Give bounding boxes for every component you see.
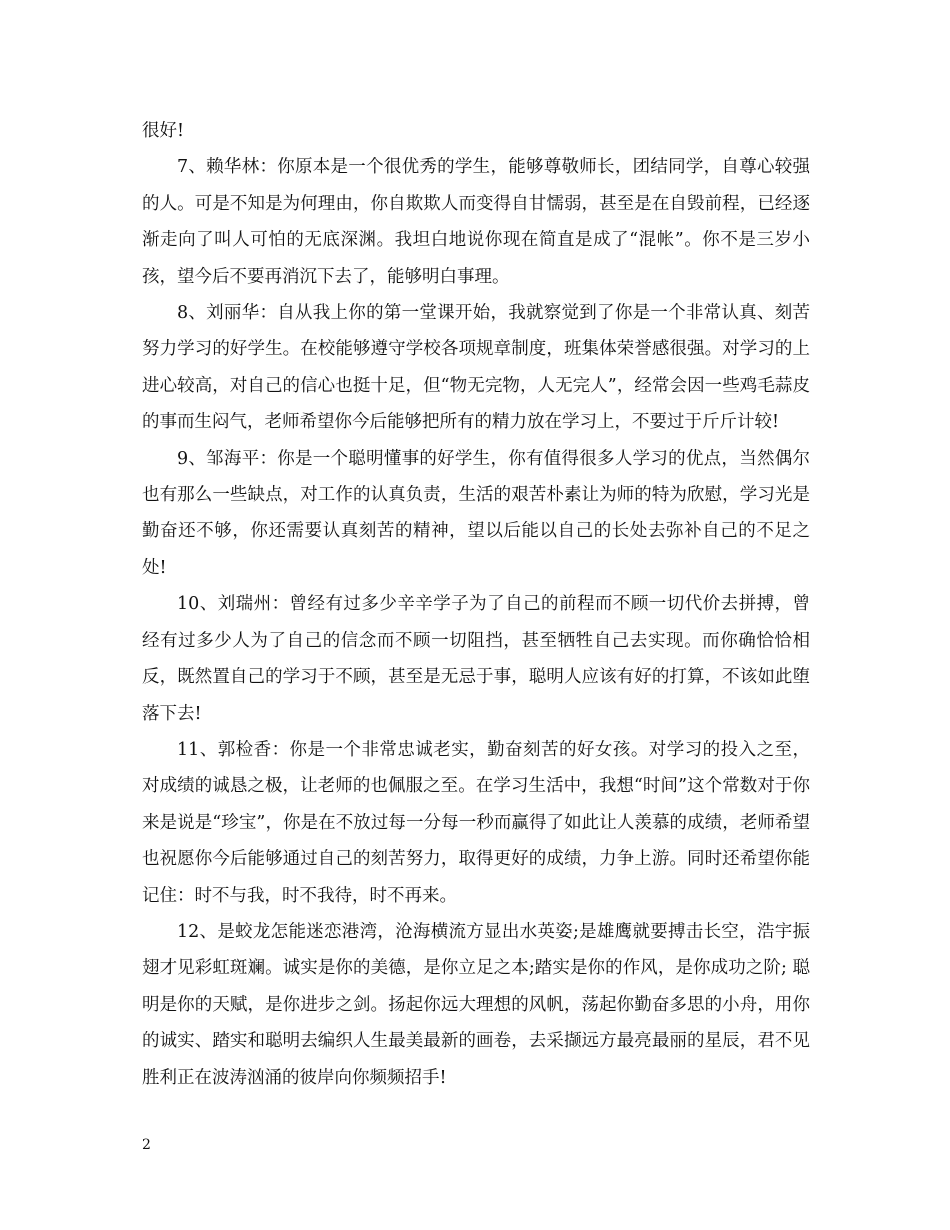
paragraph-comment-10: 10、刘瑞州：曾经有过多少辛辛学子为了自己的前程而不顾一切代价去拼搏，曾经有过多少人为了自己的信念而不顾一切阻挡，甚至牺牲自己去实现。而你确恰恰相反，既然置自己的学习于不顾，甚至是无忌于事，聪明人应该有好的打算，不该如此堕落下去! [142, 594, 810, 724]
page-number: 2 [142, 1137, 151, 1153]
paragraph-comment-9: 9、邹海平：你是一个聪明懂事的好学生，你有值得很多人学习的优点，当然偶尔也有那么一些缺点，对工作的认真负责，生活的艰苦朴素让为师的特为欣慰，学习光是勤奋还不够，你还需要认真刻苦的精神，望以后能以自己的长处去弥补自己的不足之处! [142, 448, 810, 578]
paragraph-comment-11: 11、郭检香：你是一个非常忠诚老实，勤奋刻苦的好女孩。对学习的投入之至，对成绩的诚恳之极，让老师的也佩服之至。在学习生活中，我想“时间”这个常数对于你来是说是“珍宝”，你是在不放过每一分每一秒而赢得了如此让人羡慕的成绩，老师希望也祝愿你今后能够通过自己的刻苦努力，取得更好的成绩，力争上游。同时还希望你能记住：时不与我，时不我待，时不再来。 [142, 739, 810, 906]
document-body [142, 113, 810, 1096]
paragraph-continuation: 很好! [142, 121, 185, 141]
paragraph-comment-12: 12、是蛟龙怎能迷恋港湾，沧海横流方显出水英姿;是雄鹰就要搏击长空，浩宇振翅才见彩虹斑斓。诚实是你的美德，是你立足之本;踏实是你的作风，是你成功之阶; 聪明是你的天赋，是你进步之剑。扬起你远大理想的风帆，荡起你勤奋多思的小舟，用你的诚实、踏实和聪明去编织人生最美最新的画卷，去采撷远方最亮最丽的星辰，君不见胜利正在波涛汹涌的彼岸向你频频招手! [142, 921, 810, 1088]
paragraph-comment-8: 8、刘丽华：自从我上你的第一堂课开始，我就察觉到了你是一个非常认真、刻苦努力学习的好学生。在校能够遵守学校各项规章制度，班集体荣誉感很强。对学习的上进心较高，对自己的信心也挺十足，但“物无完物，人无完人”，经常会因一些鸡毛蒜皮的事而生闷气，老师希望你今后能够把所有的精力放在学习上，不要过于斤斤计较! [142, 303, 810, 433]
paragraph-comment-7: 7、赖华林：你原本是一个很优秀的学生，能够尊敬师长，团结同学，自尊心较强的人。可是不知是为何理由，你自欺欺人而变得自甘懦弱，甚至是在自毁前程，已经逐渐走向了叫人可怕的无底深渊。我坦白地说你现在简直是成了“混帐”。你不是三岁小孩，望今后不要再消沉下去了，能够明白事理。 [142, 157, 810, 287]
